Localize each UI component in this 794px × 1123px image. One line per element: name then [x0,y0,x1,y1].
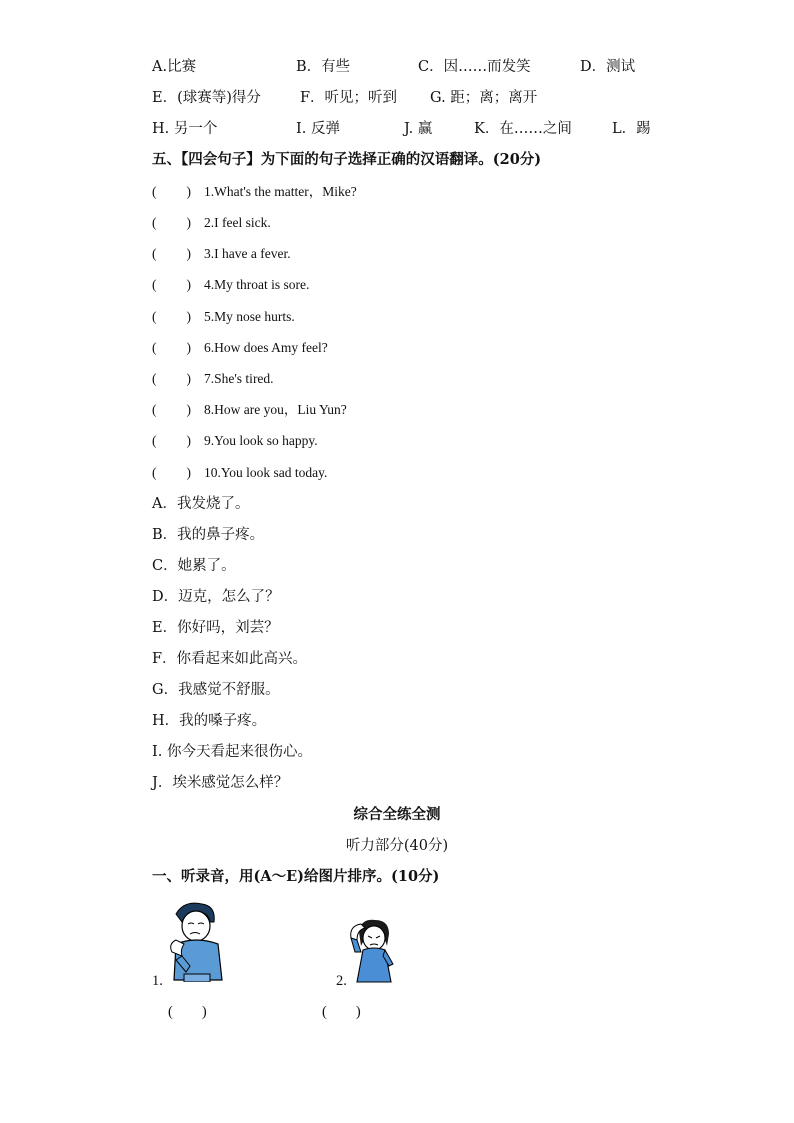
answer-blank[interactable]: ( ) [152,402,191,417]
question-item [152,213,271,233]
question-item [152,275,309,295]
option-b: B．有些 [296,59,351,75]
test-title: 综合全练全测 [353,806,441,823]
answer-item: G．我感觉不舒服。 [152,682,280,698]
picture-2-number: 2. [336,973,347,989]
option-f: F．听见；听到 [300,90,398,106]
answer-item: J．埃米感觉怎么样？ [152,775,289,791]
option-a: A.比赛 [152,59,197,75]
answer-blank[interactable]: ( ) [152,465,191,480]
question-item [152,244,291,264]
option-g: G. 距；离；离开 [430,90,538,106]
test-subtitle: 听力部分(40分) [345,838,449,854]
picture-1-blank[interactable]: ( ) [168,1004,207,1020]
question-item [152,369,274,389]
answer-blank[interactable]: ( ) [152,309,191,324]
option-e: E．(球赛等)得分 [152,90,261,106]
picture-1-number: 1. [152,973,163,989]
question-text: 6.How does Amy feel? [204,340,328,355]
answer-item: B．我的鼻子疼。 [152,527,265,543]
answer-item: C．她累了。 [152,558,236,574]
question-text: 5.My nose hurts. [204,309,295,324]
section1-heading: 一、听录音，用(A～E)给图片排序。(10分) [152,868,440,885]
question-text: 3.I have a fever. [204,246,291,261]
option-j: J. 赢 [404,121,433,137]
answer-blank[interactable]: ( ) [152,277,191,292]
answer-item: E．你好吗，刘芸？ [152,620,279,636]
answer-blank[interactable]: ( ) [152,340,191,355]
question-item [152,307,295,327]
option-h: H. 另一个 [152,121,218,137]
option-l: L．踢 [612,121,651,137]
question-text: 1.What's the matter，Mike? [204,184,357,199]
answer-blank[interactable]: ( ) [152,215,191,230]
answer-blank[interactable]: ( ) [152,246,191,261]
question-text: 2.I feel sick. [204,215,271,230]
section5-heading: 五、【四会句子】为下面的句子选择正确的汉语翻译。(20分) [152,151,542,168]
option-c: C．因……而发笑 [418,59,531,75]
option-k: K．在……之间 [474,121,572,137]
answer-item: H．我的嗓子疼。 [152,713,267,729]
answer-item: D．迈克，怎么了？ [152,589,280,605]
option-d: D．测试 [580,59,636,75]
answer-item: A．我发烧了。 [152,496,250,512]
answer-blank[interactable]: ( ) [152,184,191,199]
option-i: I. 反弹 [296,121,340,137]
question-item [152,182,357,202]
question-item [152,338,328,358]
question-item [152,400,347,420]
boy-sick-picture [162,900,232,982]
question-text: 10.You look sad today. [204,465,328,480]
answer-item: F．你看起来如此高兴。 [152,651,308,667]
question-text: 8.How are you，Liu Yun? [204,402,347,417]
answer-item: I. 你今天看起来很伤心。 [152,744,312,760]
question-item [152,431,318,451]
question-text: 4.My throat is sore. [204,277,310,292]
picture-2-blank[interactable]: ( ) [322,1004,361,1020]
answer-blank[interactable]: ( ) [152,371,191,386]
answer-blank[interactable]: ( ) [152,433,191,448]
question-item [152,463,327,483]
girl-headache-picture [347,916,399,984]
question-text: 9.You look so happy. [204,433,318,448]
question-text: 7.She's tired. [204,371,274,386]
